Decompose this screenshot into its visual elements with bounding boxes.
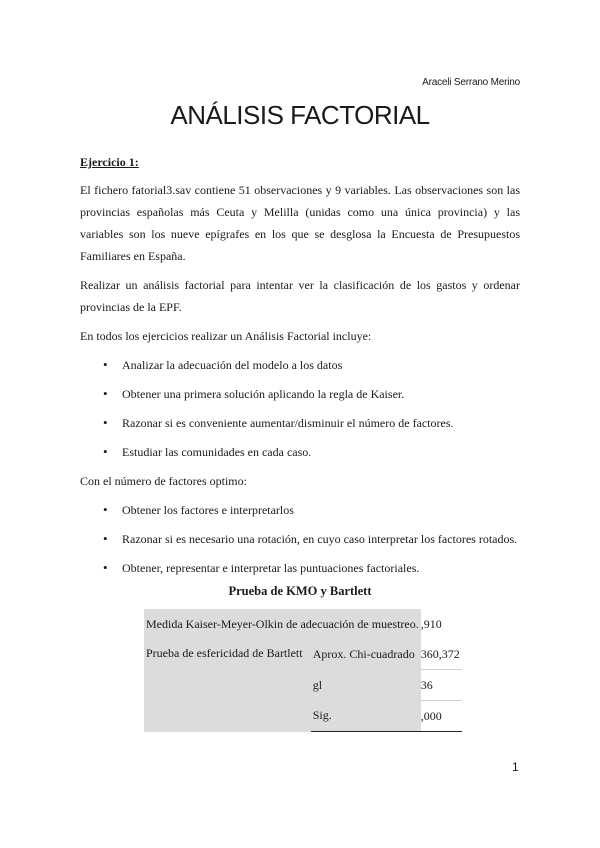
- list-item: • Analizar la adecuación del modelo a los datos: [122, 354, 520, 376]
- gl-label: gl: [311, 670, 421, 701]
- paragraph-task: Realizar un análisis factorial para intentar ver la clasificación de los gastos y ordenar provincias de la EPF.: [80, 278, 520, 314]
- list-item: • Obtener los factores e interpretarlos: [122, 499, 520, 521]
- paragraph-optimal: Con el número de factores optimo:: [80, 474, 247, 488]
- paragraph-includes: En todos los ejercicios realizar un Análisis Factorial incluye:: [80, 329, 372, 343]
- gl-value: 36: [421, 670, 462, 701]
- sig-value: ,000: [421, 701, 462, 732]
- list-item: • Razonar si es conveniente aumentar/disminuir el número de factores.: [122, 412, 520, 434]
- table-title: Prueba de KMO y Bartlett: [228, 584, 372, 598]
- table-row: [144, 609, 462, 639]
- document-title: ANÁLISIS FACTORIAL: [170, 100, 430, 130]
- bartlett-label: Prueba de esfericidad de Bartlett: [144, 639, 311, 732]
- list-item: • Obtener una primera solución aplicando la regla de Kaiser.: [122, 383, 520, 405]
- exercise-heading: Ejercicio 1:: [80, 155, 139, 169]
- steps-list: [80, 354, 520, 463]
- kmo-value: ,910: [420, 616, 442, 631]
- sig-label: Sig.: [311, 701, 421, 732]
- list-item: • Obtener, representar e interpretar las puntuaciones factoriales.: [122, 557, 520, 579]
- optimal-steps-list: [80, 499, 520, 579]
- author-name: Araceli Serrano Merino: [422, 77, 520, 88]
- list-item: • Estudiar las comunidades en cada caso.: [122, 441, 520, 463]
- list-item: • Razonar si es necesario una rotación, en cuyo caso interpretar los factores rotados.: [122, 528, 520, 550]
- document-body: [80, 151, 520, 586]
- kmo-bartlett-table: [144, 609, 462, 732]
- chi-square-label: Aprox. Chi-cuadrado: [311, 639, 421, 670]
- table-row: [144, 639, 462, 670]
- kmo-label: Medida Kaiser-Meyer-Olkin de adecuación de muestreo.: [144, 609, 421, 639]
- page-number: 1: [512, 760, 519, 774]
- chi-square-value: 360,372: [420, 646, 460, 661]
- paragraph-description: El fichero fatorial3.sav contiene 51 observaciones y 9 variables. Las observaciones son las provincias españolas más Ceuta y Melilla (unidas como una única provincia) y las variables son los nueve epígrafes en los que se desglosa la Encuesta de Presupuestos Familiares en España.: [80, 183, 520, 263]
